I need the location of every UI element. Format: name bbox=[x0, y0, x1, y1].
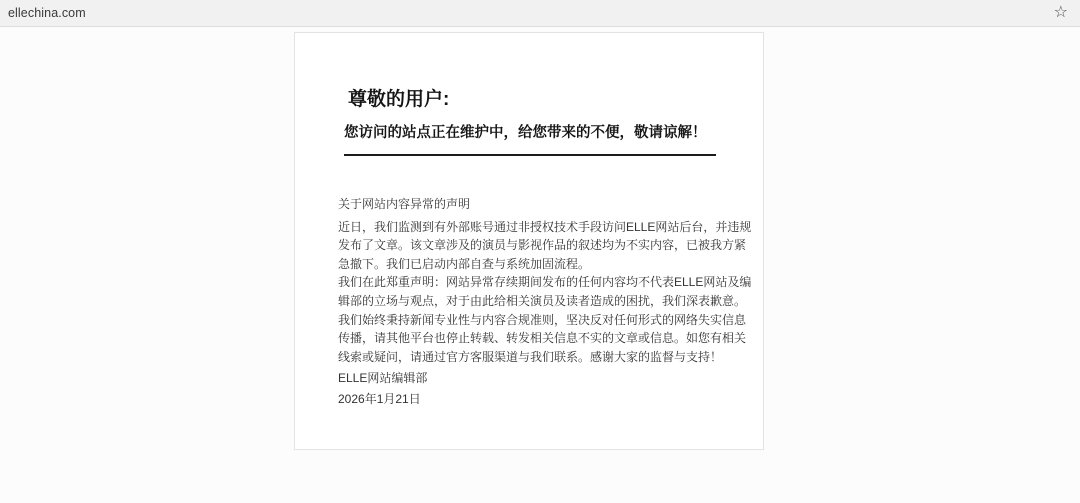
bookmark-star-icon[interactable]: ☆ bbox=[1053, 4, 1068, 21]
browser-topbar bbox=[0, 0, 1080, 27]
statement-section-title: 关于网站内容异常的声明 bbox=[338, 197, 471, 211]
statement-paragraph: 我们在此郑重声明：网站异常存续期间发布的任何内容均不代表ELLE网站及编辑部的立场与观点，对于由此给相关演员及读者造成的困扰，我们深表歉意。 bbox=[338, 275, 752, 308]
address-url-text[interactable]: ellechina.com bbox=[8, 6, 86, 20]
greeting-heading: 尊敬的用户: bbox=[348, 89, 450, 110]
page-background bbox=[0, 32, 1080, 450]
statement-paragraph: 我们始终秉持新闻专业性与内容合规准则，坚决反对任何形式的网络失实信息传播，请其他平台也停止转载、转发相关信息不实的文章或信息。如您有相关线索或疑问，请通过官方客服渠道与我们联系。感谢大家的监督与支持！ bbox=[338, 312, 747, 364]
maintenance-notice-card bbox=[294, 32, 764, 450]
heading-divider bbox=[344, 154, 716, 156]
statement-paragraph: 近日，我们监测到有外部账号通过非授权技术手段访问ELLE网站后台，并违规发布了文章。该文章涉及的演员与影视作品的叙述均为不实内容，已被我方紧急撤下。我们已启动内部自查与系统加固流程。 bbox=[338, 219, 752, 271]
maintenance-message: 您访问的站点正在维护中，给您带来的不便，敬请谅解！ bbox=[344, 125, 707, 141]
notice-date: 2026年1月21日 bbox=[338, 391, 421, 406]
editorial-signature: ELLE网站编辑部 bbox=[338, 371, 428, 386]
